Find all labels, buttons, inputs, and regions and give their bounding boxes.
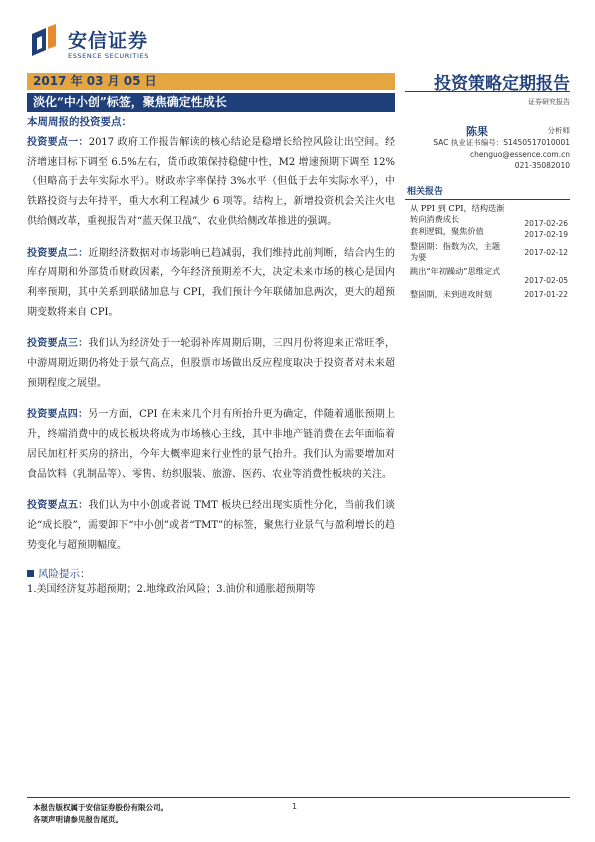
intro-heading: 本周周报的投资要点：: [27, 116, 132, 128]
report-type: 投资策略定期报告: [434, 74, 570, 94]
related-reports: [405, 186, 570, 306]
investment-point-5: [27, 496, 395, 555]
footer-disclaimer: [33, 802, 168, 826]
point-text: 另一方面，CPI 在未来几个月有所抬升更为确定，伴随着通胀预期上升，终端消费中的成长板块将成为市场核心主线，其中非地产链消费在去年面临着居民加杠杆买房的挤出，今年大概率迎来行业性的景气抬升。我们认为需要增加对食品饮料（乳制品等）、零售、纺织服装、旅游、医药、农业等消费性板块的关注。: [27, 409, 396, 480]
analyst-block: [410, 123, 570, 172]
related-report-title: 跳出“年初躁动”思维定式: [410, 266, 501, 276]
point-lead: 投资要点一：: [27, 137, 89, 148]
investment-point-1: [27, 133, 395, 232]
point-text: 我们认为经济处于一轮弱补库周期后期，三四月份将迎来正常旺季，中游周期近期仍将处于景气高点，但股票市场做出反应程度取决于投资者对未来超预期程度之展望。: [27, 338, 396, 389]
point-text: 2017 政府工作报告解读的核心结论是稳增长给控风险让出空间。经济增速目标下调至 6.5%左右，货币政策保持稳健中性，M2 增速预期下调至 12%（但略高于去年实际水平）。财政赤字率保持 3%水平（但低于去年实际水平），中铁路投资与去年持平，重大水利工程减少 6 项等。结构上，新增投资机会关注火电供给侧改革，重视报告对“蓝天保卫战”、农业供给侧改革推进的强调。: [27, 137, 395, 227]
point-lead: 投资要点三：: [27, 338, 89, 350]
report-date: 2017 年 03 月 05 日: [33, 74, 157, 88]
related-report-title: 整固期：指数为次，主题为要: [410, 241, 501, 262]
investment-point-2: [27, 244, 395, 323]
related-report-title: 整固期，未到进攻时刻: [410, 289, 492, 299]
footer-divider: [27, 797, 570, 798]
risk-heading-label: 风险提示：: [38, 568, 91, 581]
related-report-date: 2017-02-05: [524, 276, 568, 285]
risk-heading: [27, 567, 395, 581]
point-lead: 投资要点五：: [27, 500, 89, 512]
point-lead: 投资要点二：: [27, 247, 89, 259]
investment-point-4: [27, 405, 395, 484]
risk-text: 1.美国经济复苏超预期；2.地缘政治风险；3.油价和通胀超预期等: [27, 584, 316, 596]
analyst-sac: SAC 执业证书编号：S1450517010001: [433, 138, 570, 147]
main-content: [27, 115, 395, 599]
company-logo: [30, 22, 190, 68]
point-text: 我们认为中小创或者说 TMT 板块已经出现实质性分化，当前我们谈论“成长股”，需要卸下“中小创”或者“TMT”的标签，聚焦行业景气与盈利增长的趋势变化与超预期幅度。: [27, 500, 396, 551]
logo-mark-icon: [30, 24, 58, 58]
analyst-name: 陈果: [466, 125, 488, 138]
title-bar: [27, 93, 395, 112]
logo-name-cn: 安信证券: [68, 30, 149, 52]
analyst-title: 分析师: [547, 126, 570, 135]
related-report-date: 2017-01-22: [524, 290, 568, 299]
point-text: 近期经济数据对市场影响已趋减弱，我们维持此前判断，结合内生的库存周期和外部货币财政因素，今年经济预期差不大，决定未来市场的核心是国内利率预期，其中关系到联储加息与 CPI，我们预计今年联储加息两次，更大的超预期变数将来自 CPI。: [27, 247, 396, 318]
investment-point-3: [27, 334, 395, 393]
logo-name-en: ESSENCE SECURITIES: [68, 52, 149, 60]
page-number: 1: [292, 802, 298, 811]
header-divider: [405, 91, 570, 92]
related-report-item[interactable]: [405, 285, 570, 306]
footer-copyright: 本报告版权属于安信证券股份有限公司。: [33, 803, 168, 812]
analyst-phone: 021-35082010: [514, 161, 570, 170]
related-report-title: 从 PPI 到 CPI，结构迭渐转向消费成长: [410, 203, 505, 224]
analyst-email[interactable]: chenguo@essence.com.cn: [469, 149, 570, 159]
bullet-square-icon: [27, 570, 34, 577]
report-subtitle: 证券研究报告: [528, 98, 570, 106]
related-reports-heading: 相关报告: [405, 186, 570, 200]
related-report-item[interactable]: [405, 224, 570, 240]
related-report-item[interactable]: [405, 203, 570, 228]
related-report-date: 2017-02-12: [524, 248, 568, 257]
related-report-date: 2017-02-26: [524, 219, 568, 228]
point-lead: 投资要点四：: [27, 409, 89, 421]
related-report-date: 2017-02-19: [524, 230, 568, 239]
related-report-title: 套利逻辑，聚焦价值: [410, 226, 484, 236]
date-bar: [27, 73, 395, 90]
report-title: 淡化“中小创”标签，聚焦确定性成长: [33, 95, 227, 109]
footer-notice: 各项声明请参见报告尾页。: [33, 815, 123, 824]
related-report-item[interactable]: [405, 261, 570, 285]
related-report-item[interactable]: [405, 240, 570, 261]
